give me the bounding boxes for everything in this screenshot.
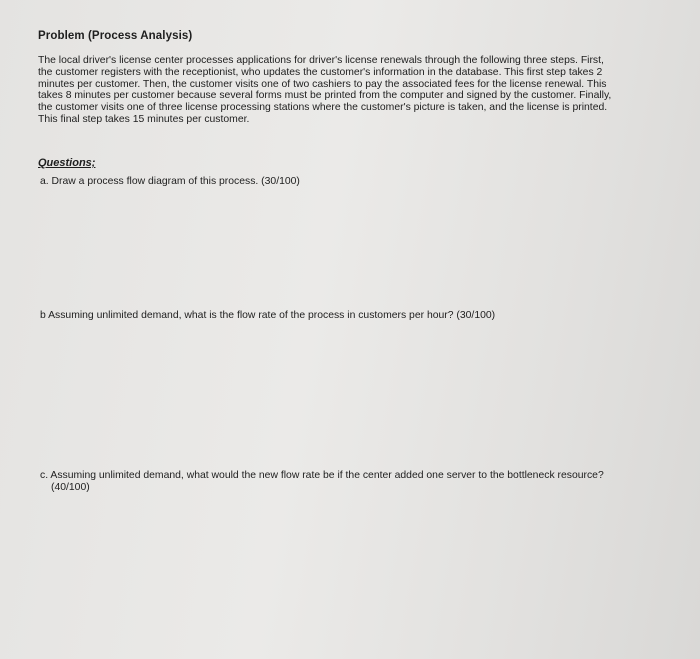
description-line: takes 8 minutes per customer because several forms must be printed from the computer and signed by the customer. Finally, <box>38 90 612 102</box>
description-line: The local driver's license center processes applications for driver's license renewals through the following three steps. First, <box>38 55 604 66</box>
question-a: a. Draw a process flow diagram of this process. (30/100) <box>40 176 300 187</box>
problem-title: Problem (Process Analysis) <box>38 30 193 42</box>
description-line: This final step takes 15 minutes per customer. <box>38 113 250 125</box>
questions-heading: Questions; <box>38 157 96 169</box>
question-c <box>40 470 604 494</box>
description-line: the customer visits one of three license processing stations where the customer's picture is taken, and the license is printed. <box>38 102 608 114</box>
description-line: the customer registers with the receptionist, who updates the customer's information in the database. This first step takes 2 <box>38 66 603 78</box>
problem-description <box>38 55 650 126</box>
question-c-points: (40/100) <box>51 482 90 493</box>
description-line: minutes per customer. Then, the customer visits one of two cashiers to pay the associated fees for the license renewal. This <box>38 78 607 90</box>
question-b: b Assuming unlimited demand, what is the flow rate of the process in customers per hour? (30/100) <box>40 310 496 321</box>
question-c-line1: c. Assuming unlimited demand, what would the new flow rate be if the center added one server to the bottleneck resource? <box>40 470 604 481</box>
